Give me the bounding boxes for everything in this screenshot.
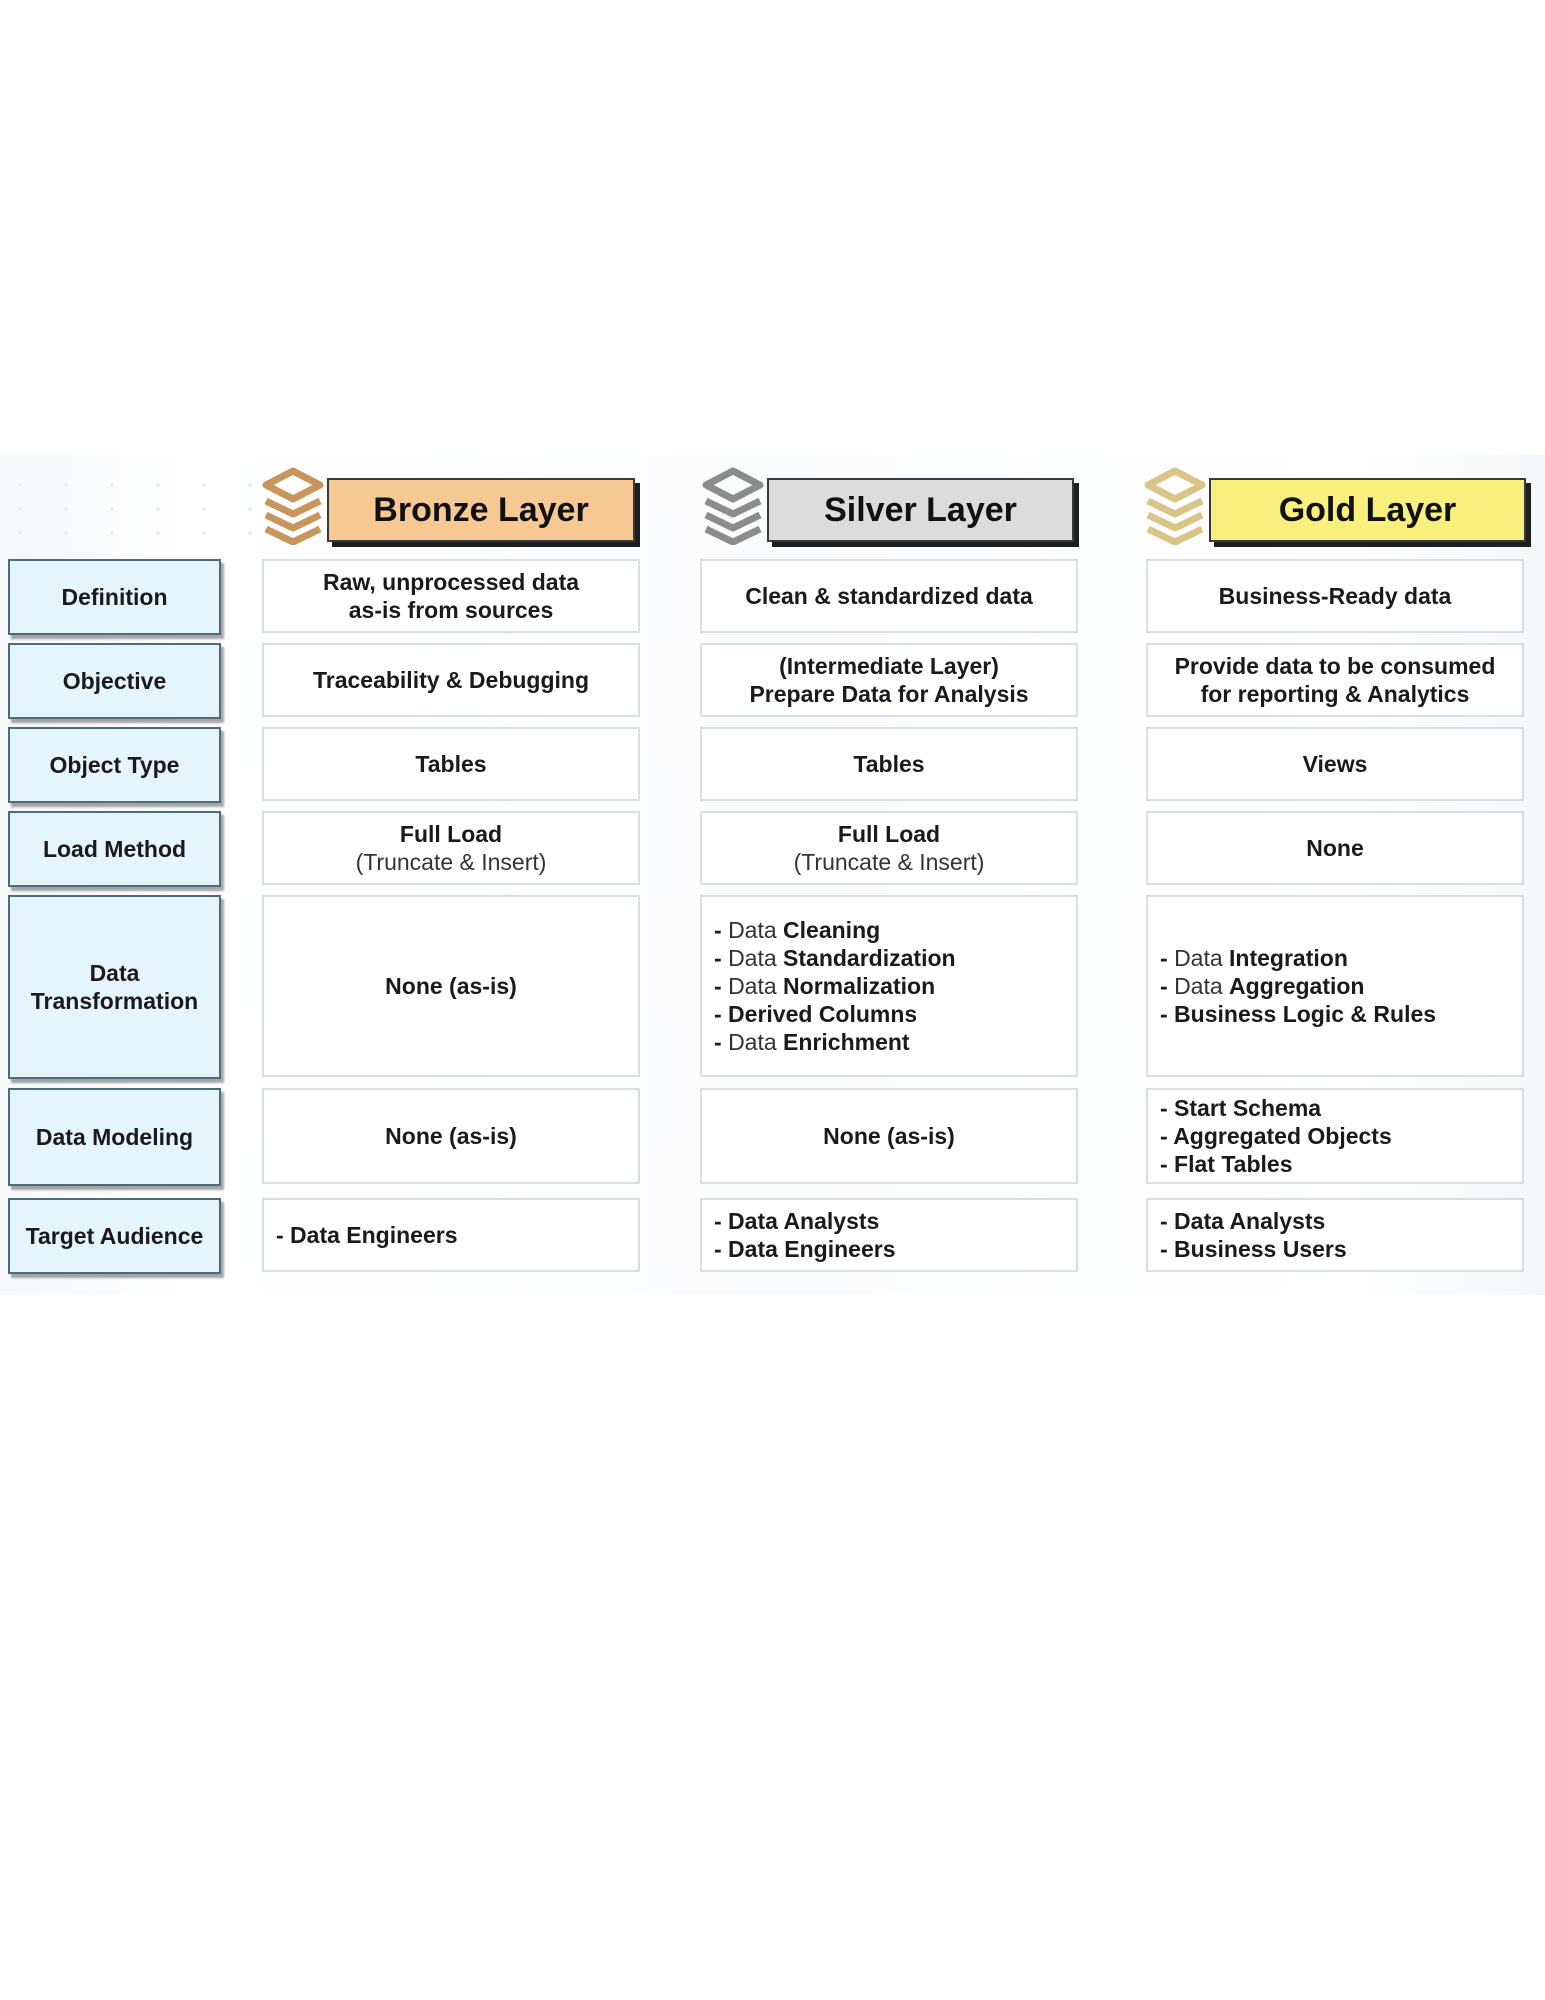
row-label: Target Audience	[8, 1198, 221, 1274]
cell-line	[385, 1122, 517, 1150]
silver-layers-icon	[700, 467, 766, 545]
background-dot	[202, 483, 206, 487]
cell-silver	[700, 1198, 1078, 1272]
row-label: Objective	[8, 643, 221, 719]
background-dot	[18, 507, 22, 511]
cell-gold	[1146, 895, 1524, 1077]
cell-line	[385, 972, 517, 1000]
cell-line	[823, 1122, 955, 1150]
cell-text: Standardization	[783, 945, 956, 971]
cell-text: Data	[728, 917, 784, 943]
cell-text: - Data Analysts	[714, 1208, 880, 1234]
background-dot	[110, 507, 114, 511]
cell-silver	[700, 895, 1078, 1077]
cell-text: - Data Engineers	[276, 1222, 458, 1248]
cell-text: (Truncate & Insert)	[793, 849, 985, 875]
cell-gold	[1146, 559, 1524, 633]
cell-text: Tables	[853, 751, 925, 777]
cell-text: Full Load	[837, 821, 941, 847]
cell-text: Views	[1302, 751, 1368, 777]
cell-line	[1219, 582, 1452, 610]
cell-line	[794, 848, 985, 876]
cell-line	[1160, 972, 1365, 1000]
cell-line	[356, 848, 547, 876]
cell-text: - Flat Tables	[1160, 1151, 1293, 1177]
cell-silver	[700, 811, 1078, 885]
row-label: Definition	[8, 559, 221, 635]
cell-line	[1160, 1235, 1347, 1263]
row-label: Object Type	[8, 727, 221, 803]
cell-text: -	[714, 1029, 729, 1055]
cell-bronze	[262, 643, 640, 717]
background-dot	[156, 507, 160, 511]
cell-line	[1175, 652, 1496, 680]
cell-text: -	[714, 917, 729, 943]
cell-text: None	[1306, 835, 1364, 861]
cell-text: (Intermediate Layer)	[779, 653, 999, 679]
cell-text: Traceability & Debugging	[312, 667, 590, 693]
cell-text: Prepare Data for Analysis	[749, 681, 1029, 707]
layer-title-silver: Silver Layer	[767, 478, 1074, 542]
background-dot	[248, 483, 252, 487]
cell-line	[749, 680, 1028, 708]
cell-text: Tables	[415, 751, 487, 777]
cell-text: -	[714, 945, 729, 971]
cell-text: Full Load	[399, 821, 503, 847]
cell-line	[1160, 1000, 1436, 1028]
cell-text: -	[1160, 945, 1175, 971]
gold-layers-icon	[1142, 467, 1208, 545]
cell-line	[1160, 944, 1348, 972]
layer-header-gold	[1142, 467, 1535, 547]
background-dot	[202, 531, 206, 535]
cell-line	[714, 916, 880, 944]
background-dot	[64, 483, 68, 487]
cell-text: - Business Users	[1160, 1236, 1347, 1262]
cell-line	[349, 596, 554, 624]
cell-gold	[1146, 643, 1524, 717]
cell-line	[714, 944, 956, 972]
cell-text: Business-Ready data	[1218, 583, 1452, 609]
cell-line	[714, 1028, 910, 1056]
cell-text: Cleaning	[783, 917, 881, 943]
cell-line	[323, 568, 579, 596]
cell-gold	[1146, 1088, 1524, 1184]
cell-text: None (as-is)	[385, 973, 517, 999]
bronze-layers-icon	[260, 467, 326, 545]
cell-text: - Aggregated Objects	[1160, 1123, 1392, 1149]
cell-silver	[700, 643, 1078, 717]
cell-bronze	[262, 1198, 640, 1272]
background-dot	[64, 507, 68, 511]
cell-text: Clean & standardized data	[745, 583, 1033, 609]
cell-gold	[1146, 811, 1524, 885]
cell-silver	[700, 559, 1078, 633]
cell-text: Data	[728, 1029, 784, 1055]
cell-line	[1160, 1094, 1321, 1122]
cell-text: Data	[728, 973, 784, 999]
cell-line	[714, 1207, 879, 1235]
cell-text: -	[714, 973, 729, 999]
cell-bronze	[262, 727, 640, 801]
cell-text: - Data Analysts	[1160, 1208, 1326, 1234]
background-dot	[110, 531, 114, 535]
cell-line	[276, 1221, 458, 1249]
cell-line	[838, 820, 940, 848]
cell-text: Aggregation	[1229, 973, 1365, 999]
cell-text: - Derived Columns	[714, 1001, 918, 1027]
cell-line	[1303, 750, 1368, 778]
cell-text: None (as-is)	[823, 1123, 955, 1149]
cell-text: Normalization	[783, 973, 936, 999]
cell-gold	[1146, 1198, 1524, 1272]
cell-text: - Business Logic & Rules	[1160, 1001, 1437, 1027]
cell-text: as-is from sources	[348, 597, 554, 623]
cell-line	[1160, 1122, 1392, 1150]
cell-silver	[700, 727, 1078, 801]
background-dot	[18, 483, 22, 487]
background-dot	[248, 507, 252, 511]
row-label: Data Transformation	[8, 895, 221, 1079]
cell-text: Integration	[1229, 945, 1348, 971]
cell-line	[714, 972, 935, 1000]
cell-line	[779, 652, 999, 680]
row-label: Data Modeling	[8, 1088, 221, 1186]
cell-line	[853, 750, 924, 778]
background-dot	[110, 483, 114, 487]
cell-line	[400, 820, 502, 848]
cell-bronze	[262, 1088, 640, 1184]
cell-text: Enrichment	[783, 1029, 910, 1055]
cell-line	[1160, 1150, 1293, 1178]
cell-text: -	[1160, 973, 1175, 999]
cell-line	[714, 1235, 896, 1263]
background-dot	[202, 507, 206, 511]
cell-text: Data	[1174, 945, 1230, 971]
layer-header-silver	[700, 467, 1083, 547]
cell-text: Data	[1174, 973, 1230, 999]
background-dot	[156, 531, 160, 535]
cell-bronze	[262, 895, 640, 1077]
cell-text: Data	[728, 945, 784, 971]
cell-text: Provide data to be consumed	[1174, 653, 1496, 679]
background-dot	[156, 483, 160, 487]
cell-silver	[700, 1088, 1078, 1184]
cell-line	[745, 582, 1033, 610]
cell-line	[1160, 1207, 1325, 1235]
background-dot	[248, 531, 252, 535]
layer-title-gold: Gold Layer	[1209, 478, 1526, 542]
cell-text: None (as-is)	[385, 1123, 517, 1149]
background-dot	[18, 531, 22, 535]
cell-line	[313, 666, 589, 694]
cell-text: (Truncate & Insert)	[355, 849, 547, 875]
layer-title-bronze: Bronze Layer	[327, 478, 635, 542]
cell-text: - Data Engineers	[714, 1236, 896, 1262]
background-dot	[64, 531, 68, 535]
cell-text: Raw, unprocessed data	[322, 569, 580, 595]
cell-line	[415, 750, 486, 778]
row-label: Load Method	[8, 811, 221, 887]
cell-text: - Start Schema	[1160, 1095, 1322, 1121]
cell-text: for reporting & Analytics	[1200, 681, 1470, 707]
cell-line	[1201, 680, 1470, 708]
cell-bronze	[262, 811, 640, 885]
cell-line	[1306, 834, 1364, 862]
cell-gold	[1146, 727, 1524, 801]
cell-bronze	[262, 559, 640, 633]
layer-header-bronze	[260, 467, 644, 547]
cell-line	[714, 1000, 917, 1028]
